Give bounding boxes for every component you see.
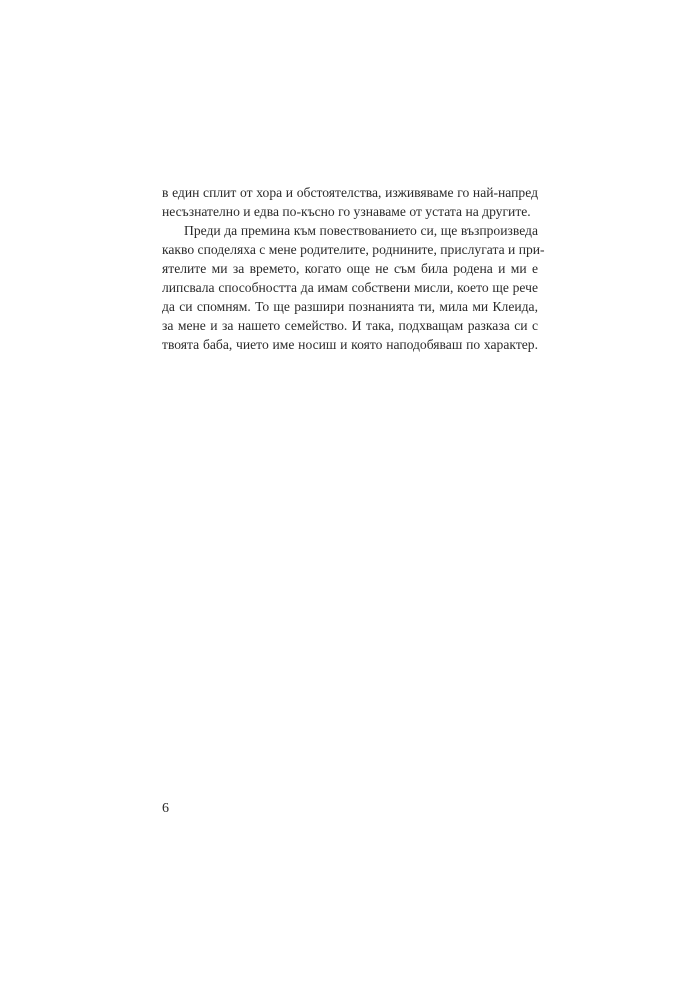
text-line: за мене и за нашето семейство. И така, подхващам разказа си с: [162, 318, 538, 333]
text-line: твоята баба, чието име носиш и която наподобяваш по характер.: [162, 337, 538, 352]
paragraph-2: [162, 221, 545, 354]
page-number: 6: [162, 801, 169, 816]
text-line: в един сплит от хора и обстоятелства, изживяваме го най-напред: [162, 185, 538, 200]
text-line: Преди да премина към повествованието си, ще възпроизведа: [184, 223, 538, 238]
body-text: [162, 183, 545, 354]
paragraph-1: [162, 183, 538, 221]
text-line: да си спомням. То ще разшири познанията ти, мила ми Клеида,: [162, 299, 538, 314]
text-line: ятелите ми за времето, когато още не съм била родена и ми е: [162, 261, 538, 276]
text-line: несъзнателно и едва по-късно го узнаваме от устата на другите.: [162, 204, 531, 219]
text-line: липсвала способността да имам собствени мисли, което ще рече: [162, 280, 538, 295]
text-line: какво споделяха с мене родителите, роднините, прислугата и при-: [162, 242, 545, 257]
